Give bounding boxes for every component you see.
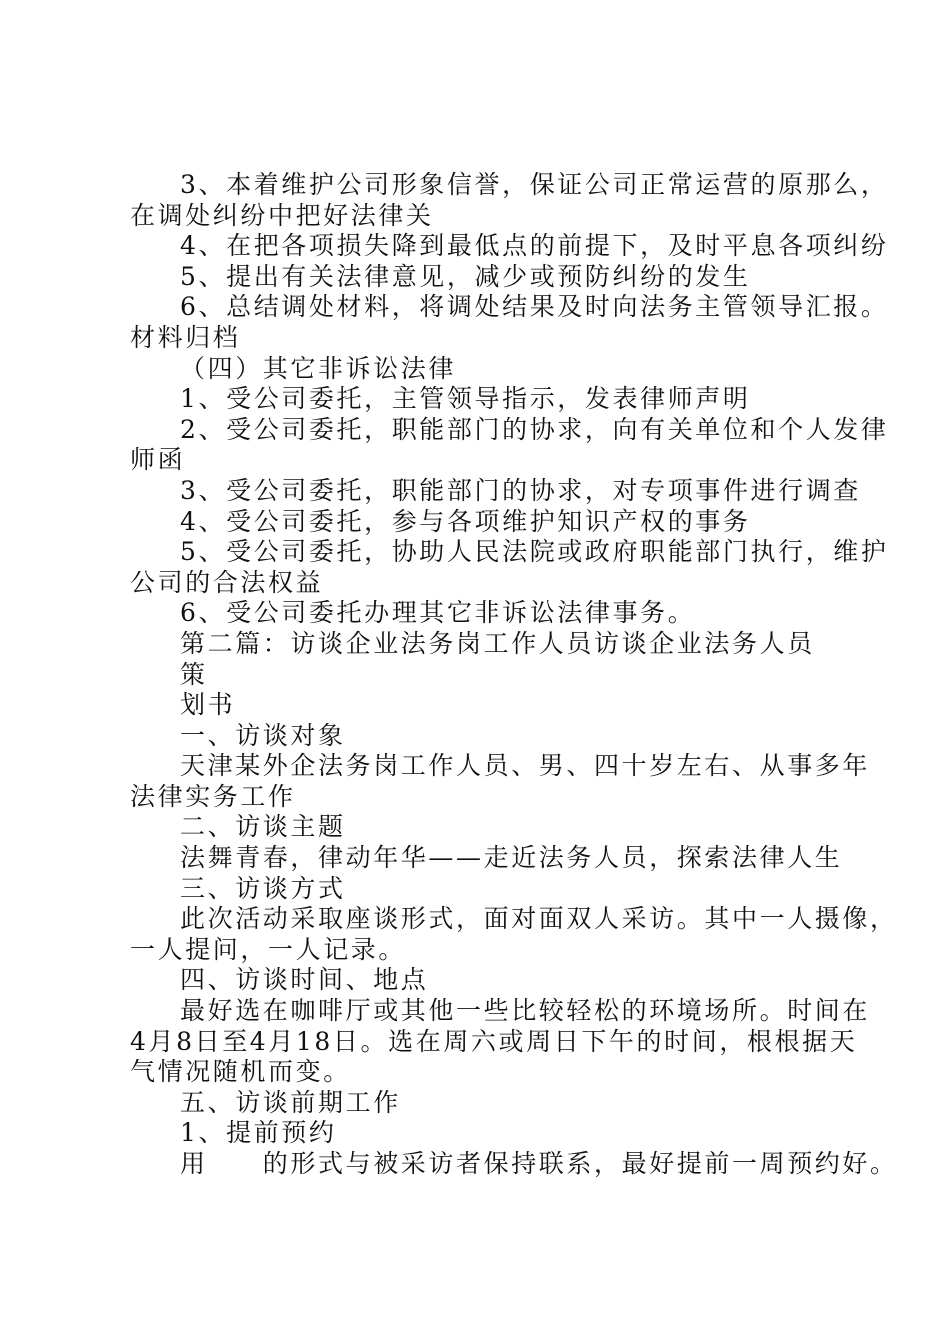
paragraph-line: 3、受公司委托，职能部门的协求，对专项事件进行调查: [180, 475, 861, 505]
paragraph-line: 1、提前预约: [180, 1118, 337, 1148]
section-heading: （四）其它非诉讼法律: [180, 353, 457, 383]
paragraph-line: 6、受公司委托办理其它非诉讼法律事务。: [180, 598, 696, 628]
paragraph-line: 师函: [130, 445, 186, 475]
section-heading: 五、访谈前期工作: [180, 1087, 401, 1117]
paragraph-line: 公司的合法权益: [130, 567, 324, 597]
section-heading: 四、访谈时间、地点: [180, 965, 429, 995]
paragraph-line: 2、受公司委托，职能部门的协求，向有关单位和个人发律: [180, 414, 889, 444]
paragraph-line: 5、提出有关法律意见，减少或预防纠纷的发生: [180, 261, 751, 291]
paragraph-line: 用 的形式与被采访者保持联系，最好提前一周预约好。: [180, 1149, 898, 1178]
paragraph-line: 法舞青春，律动年华——走近法务人员，探索法律人生: [180, 843, 843, 873]
chapter-heading: 划书: [180, 690, 236, 720]
paragraph-line: 4月8日至4月18日。选在周六或周日下午的时间，根根据天: [130, 1026, 858, 1056]
chapter-heading: 策: [180, 659, 208, 689]
paragraph-line: 4、在把各项损失降到最低点的前提下，及时平息各项纠纷: [180, 231, 889, 261]
paragraph-line: 最好选在咖啡厅或其他一些比较轻松的环境场所。时间在: [180, 996, 871, 1026]
chapter-heading: 第二篇：访谈企业法务岗工作人员访谈企业法务人员: [180, 628, 815, 658]
paragraph-line: 气情况随机而变。: [130, 1057, 351, 1087]
paragraph-line: 材料归档: [130, 322, 241, 352]
paragraph-line: 法律实务工作: [130, 781, 296, 811]
paragraph-line: 在调处纠纷中把好法律关: [130, 200, 434, 230]
paragraph-line: 此次活动采取座谈形式，面对面双人采访。其中一人摄像，: [180, 904, 898, 934]
paragraph-line: 4、受公司委托，参与各项维护知识产权的事务: [180, 506, 751, 536]
paragraph-line: 一人提问，一人记录。: [130, 934, 407, 964]
paragraph-line: 6、总结调处材料，将调处结果及时向法务主管领导汇报。: [180, 292, 889, 322]
paragraph-line: 天津某外企法务岗工作人员、男、四十岁左右、从事多年: [180, 751, 871, 781]
paragraph-line: 3、本着维护公司形象信誉，保证公司正常运营的原那么，: [180, 170, 889, 199]
section-heading: 三、访谈方式: [180, 873, 346, 903]
section-heading: 一、访谈对象: [180, 720, 346, 750]
paragraph-line: 1、受公司委托，主管领导指示，发表律师声明: [180, 384, 751, 414]
document-body: [130, 170, 898, 1180]
paragraph-line: 5、受公司委托，协助人民法院或政府职能部门执行，维护: [180, 537, 889, 567]
section-heading: 二、访谈主题: [180, 812, 346, 842]
